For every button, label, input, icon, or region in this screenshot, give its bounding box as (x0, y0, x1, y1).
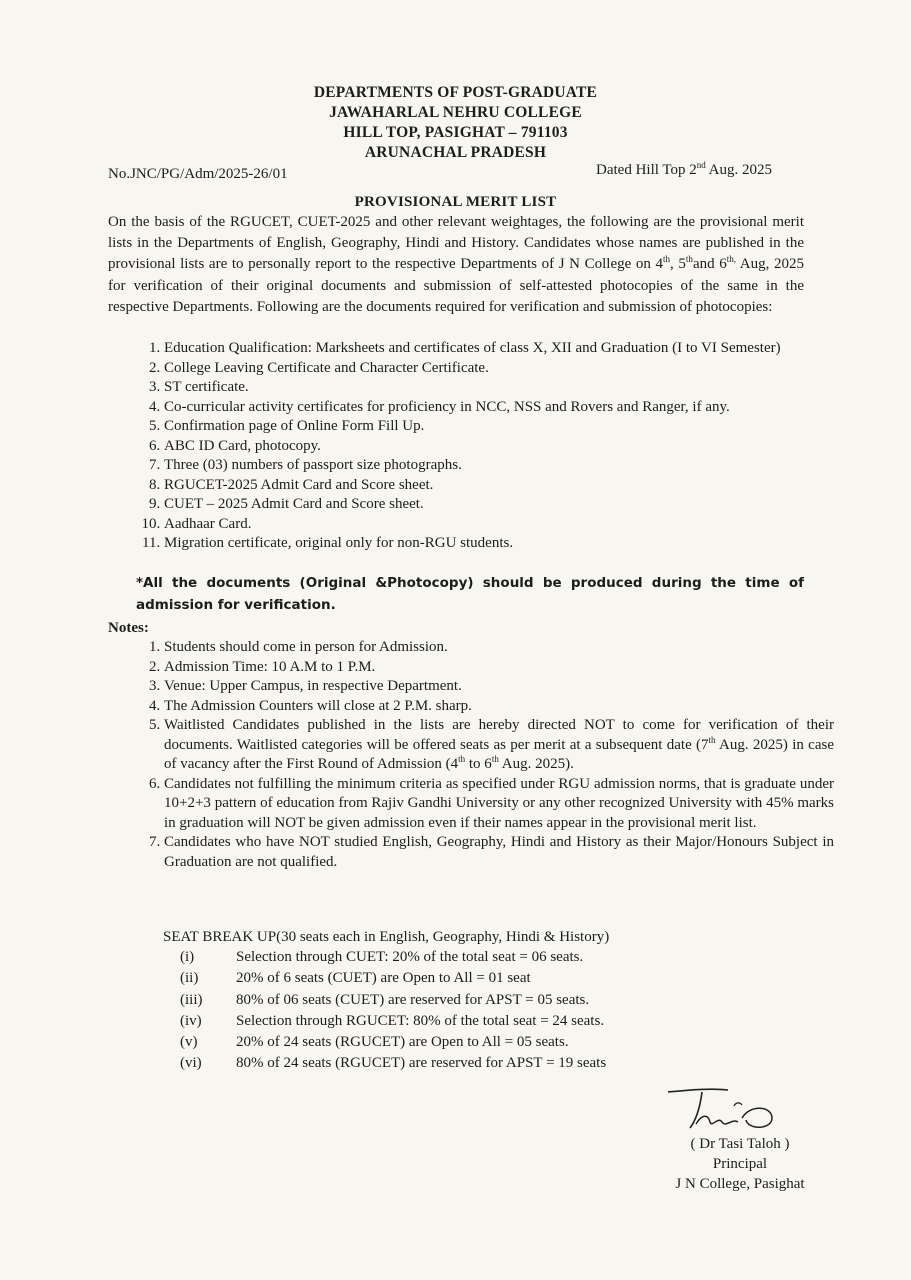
seat-row (163, 1032, 803, 1053)
note-item: 3. Venue: Upper Campus, in respective Department. (164, 677, 834, 697)
seat-breakup (163, 927, 803, 1075)
handwritten-signature (660, 1078, 790, 1138)
note-item: 4. The Admission Counters will close at 2 P.M. sharp. (164, 697, 834, 717)
document-item: 3. ST certificate. (164, 378, 834, 398)
document-item: 9. CUET – 2025 Admit Card and Score sheet. (164, 495, 834, 515)
required-documents-list (136, 339, 834, 554)
seat-row-number: (vi) (180, 1055, 202, 1072)
notes-list (136, 638, 834, 872)
document-item: 2. College Leaving Certificate and Character Certificate. (164, 359, 834, 379)
header-line-2: JAWAHARLAL NEHRU COLLEGE (329, 104, 582, 121)
header-line-4: ARUNACHAL PRADESH (364, 144, 547, 161)
document-item: 6. ABC ID Card, photocopy. (164, 437, 834, 457)
document-title: PROVISIONAL MERIT LIST (354, 194, 557, 210)
note-item: 1. Students should come in person for Admission. (164, 638, 834, 658)
seat-row-number: (v) (180, 1034, 198, 1051)
seat-row (163, 1011, 803, 1032)
note-item: 7. Candidates who have NOT studied English, Geography, Hindi and History as their Major/Honours Subject in Graduation are not qualified. (164, 833, 834, 872)
document-item: 8. RGUCET-2025 Admit Card and Score sheet. (164, 476, 834, 496)
seat-row-text: 20% of 6 seats (CUET) are Open to All = 01 seat (236, 970, 531, 987)
signatory-institution: J N College, Pasighat (675, 1176, 805, 1192)
signatory-name: ( Dr Tasi Taloh ) (690, 1136, 790, 1152)
documents-note: *All the documents (Original &Photocopy) should be produced during the time of admission for verification. (136, 575, 804, 613)
seat-row-text: Selection through RGUCET: 80% of the total seat = 24 seats. (236, 1012, 605, 1029)
reference-number: No.JNC/PG/Adm/2025-26/01 (108, 166, 288, 182)
seat-row-number: (ii) (180, 970, 199, 987)
signature-block (640, 1134, 840, 1194)
signatory-designation: Principal (712, 1156, 768, 1172)
seat-row (163, 1053, 803, 1074)
seat-row (163, 947, 803, 968)
note-item: 2. Admission Time: 10 A.M to 1 P.M. (164, 658, 834, 678)
seat-row-text: 20% of 24 seats (RGUCET) are Open to All = 05 seats. (236, 1034, 569, 1051)
date-line: Dated Hill Top 2nd Aug. 2025 (596, 160, 773, 178)
document-item: 4. Co-curricular activity certificates for proficiency in NCC, NSS and Rovers and Ranger, if any. (164, 398, 834, 418)
header-line-1: DEPARTMENTS OF POST-GRADUATE (313, 84, 598, 101)
document-item: 5. Confirmation page of Online Form Fill Up. (164, 417, 834, 437)
seat-row-number: (i) (180, 949, 195, 965)
notes-heading: Notes: (108, 620, 149, 636)
intro-paragraph: On the basis of the RGUCET, CUET-2025 and other relevant weightages, the following are the provisional merit lists in the Departments of English, Geography, Hindi and History. Candidates whose names are published in the provisional lists are to personally report to the respective Departments of J N College on 4th, 5thand $6^{th,}$ Aug, 2025 for verification of their original documents and submission of self-attested photocopies of the same in the respective Departments. Following are the documents required for verification and submission of photocopies: (108, 214, 804, 315)
header-line-3: HILL TOP, PASIGHAT – 791103 (343, 124, 568, 141)
seat-breakup-heading: SEAT BREAK UP(30 seats each in English, Geography, Hindi & History) (163, 929, 610, 945)
seat-row-text: 80% of 24 seats (RGUCET) are reserved for APST = 19 seats (236, 1055, 607, 1072)
note-item: 5. Waitlisted Candidates published in the lists are hereby directed NOT to come for verification of their documents. Waitlisted categories will be offered seats as per merit at a subsequent date (7th Aug. 2025) in case of vacancy after the First Round of Admission (4th to 6th Aug. 2025). (164, 716, 834, 775)
note-item: 6. Candidates not fulfilling the minimum criteria as specified under RGU admission norms, that is graduate under 10+2+3 pattern of education from Rajiv Gandhi University or any other recognized University with 45% marks in graduation will NOT be given admission even if their names appear in the provisional merit list. (164, 775, 834, 834)
document-item: 7. Three (03) numbers of passport size photographs. (164, 456, 834, 476)
document-item: 10. Aadhaar Card. (164, 515, 834, 535)
seat-row (163, 968, 803, 989)
seat-row-number: (iv) (180, 1012, 202, 1029)
document-item: 1. Education Qualification: Marksheets and certificates of class X, XII and Graduation (I to VI Semester) (164, 339, 834, 359)
seat-row (163, 990, 803, 1011)
document-item: 11. Migration certificate, original only for non-RGU students. (164, 534, 834, 554)
seat-row-number: (iii) (180, 991, 203, 1008)
seat-row-text: Selection through CUET: 20% of the total seat = 06 seats. (236, 949, 584, 965)
letterhead (0, 83, 911, 163)
seat-row-text: 80% of 06 seats (CUET) are reserved for APST = 05 seats. (236, 991, 590, 1008)
